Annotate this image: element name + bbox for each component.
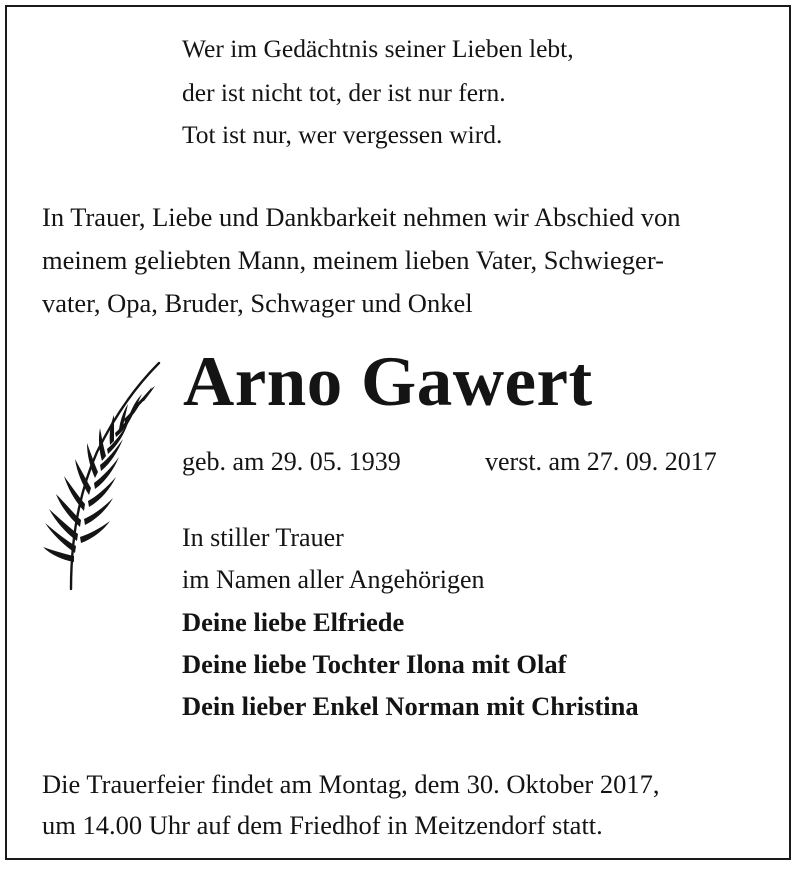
- death-date: verst. am 27. 09. 2017: [485, 447, 717, 476]
- mourner-3: Dein lieber Enkel Norman mit Christina: [182, 691, 639, 721]
- intro-line-1: In Trauer, Liebe und Dankbarkeit nehmen wir Abschied von: [42, 202, 681, 232]
- funeral-info-line-2: um 14.00 Uhr auf dem Friedhof in Meitzendorf statt.: [42, 810, 603, 840]
- verse-line-2: der ist nicht tot, der ist nur fern.: [182, 78, 506, 107]
- mourner-1: Deine liebe Elfriede: [182, 607, 405, 637]
- verse-line-3: Tot ist nur, wer vergessen wird.: [182, 120, 503, 149]
- intro-line-2: meinem geliebten Mann, meinem lieben Vater, Schwieger-: [42, 245, 664, 275]
- birth-date: geb. am 29. 05. 1939: [182, 447, 401, 476]
- deceased-name: Arno Gawert: [183, 343, 593, 421]
- funeral-info-line-1: Die Trauerfeier findet am Montag, dem 30. Oktober 2017,: [42, 769, 660, 799]
- signature-line-2: im Namen aller Angehörigen: [182, 565, 485, 594]
- verse-line-1: Wer im Gedächtnis seiner Lieben lebt,: [182, 34, 574, 63]
- intro-line-3: vater, Opa, Bruder, Schwager und Onkel: [42, 288, 473, 318]
- obituary-frame: [5, 5, 791, 860]
- palm-frond-icon: [37, 357, 165, 597]
- mourner-2: Deine liebe Tochter Ilona mit Olaf: [182, 649, 567, 679]
- signature-line-1: In stiller Trauer: [182, 523, 344, 552]
